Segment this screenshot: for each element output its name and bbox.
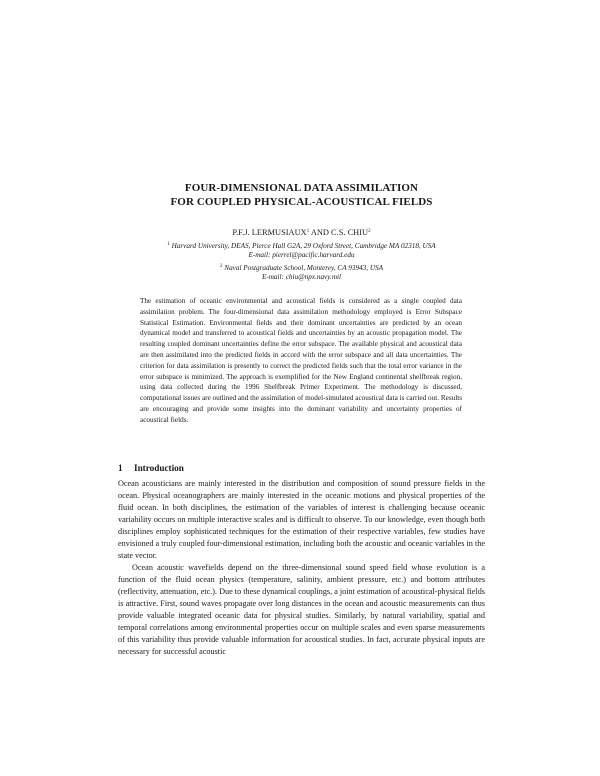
email-2: E-mail: chiu@npx.navy.mil <box>261 273 342 281</box>
paper-title-line1: FOUR-DIMENSIONAL DATA ASSIMILATION <box>184 182 419 194</box>
paragraph-2: Ocean acoustic wavefields depend on the three-dimensional sound speed field whose evolution is a function of the fluid ocean physics (temperature, salinity, ambient pressure, etc.) and bottom attributes (reflectivity, attenuation, etc.). Due to these dynamical couplings, a joint estimation of acoustical-physical fields is attractive. First, sound waves propagate over long distances in the ocean and acoustic measurements can thus provide valuable integrated oceanic data for physical studies. Similarly, by natural variability, spatial and temporal correlations among environmental properties occur on multiple scales and even sparse measurements of this variability thus provide valuable information for acoustical studies. In fact, accurate physical inputs are necessary for successful acoustic <box>118 563 485 656</box>
email-1: E-mail: pierrel@pacific.harvard.edu <box>248 251 355 259</box>
affiliation-marker-2: 2 <box>219 264 223 269</box>
author-name-2: AND C.S. CHIU <box>309 228 369 237</box>
body-text <box>118 478 485 658</box>
abstract: The estimation of oceanic environmental and acoustical fields is considered as a single coupled data assimilation problem. The four-dimensional data assimilation methodology employed is Error Subspace Statistical Estimation. Environmental fields and their dominant uncertainties are predicted by an ocean dynamical model and transferred to acoustical fields and uncertainties by an acoustic propagation model. The resulting coupled dominant uncertainties define the error subspace. The available physical and acoustical data are then assimilated into the predicted fields in accord with the error subspace and all data uncertainties. The criterion for data assimilation is presently to correct the predicted fields such that the total error variance in the error subspace is minimized. The approach is exemplified for the New England continental shelfbreak region, using data collected during the 1996 Shelfbreak Primer Experiment. The methodology is discussed, computational issues are outlined and the assimilation of model-simulated acoustical data is carried out. Results are encouraging and provide some insights into the dominant variability and uncertainty properties of acoustical fields. <box>140 297 462 424</box>
affiliation-text-1: Harvard University, DEAS, Pierce Hall G2A, 29 Oxford Street, Cambridge MA 02318, USA <box>171 242 436 250</box>
section-heading <box>118 463 184 473</box>
paper-title-line2: FOR COUPLED PHYSICAL-ACOUSTICAL FIELDS <box>170 196 433 208</box>
section-number: 1 <box>118 463 123 473</box>
author-name-1: P.F.J. LERMUSIAUX <box>232 228 307 237</box>
author-marker-2: 2 <box>368 229 371 234</box>
section-title: Introduction <box>134 463 184 473</box>
affiliation-marker-1: 1 <box>167 242 170 247</box>
author-marker-1: 1 <box>306 229 310 234</box>
paragraph-1: Ocean acousticians are mainly interested in the distribution and composition of sound pressure fields in the ocean. Physical oceanographers are mainly interested in the oceanic motions and physical properties of the fluid ocean. In both disciplines, the estimation of the variables of interest is challenging because oceanic variability occurs on multiple interactive scales and is difficult to observe. To our knowledge, even though both disciplines employ sophisticated techniques for the estimation of their respective variables, few studies have envisioned a truly coupled four-dimensional estimation, including both the acoustic and oceanic variables in the state vector. <box>118 479 485 560</box>
affiliation-text-2: Naval Postgraduate School, Monterey, CA 93943, USA <box>224 264 383 272</box>
author-list <box>118 228 485 237</box>
